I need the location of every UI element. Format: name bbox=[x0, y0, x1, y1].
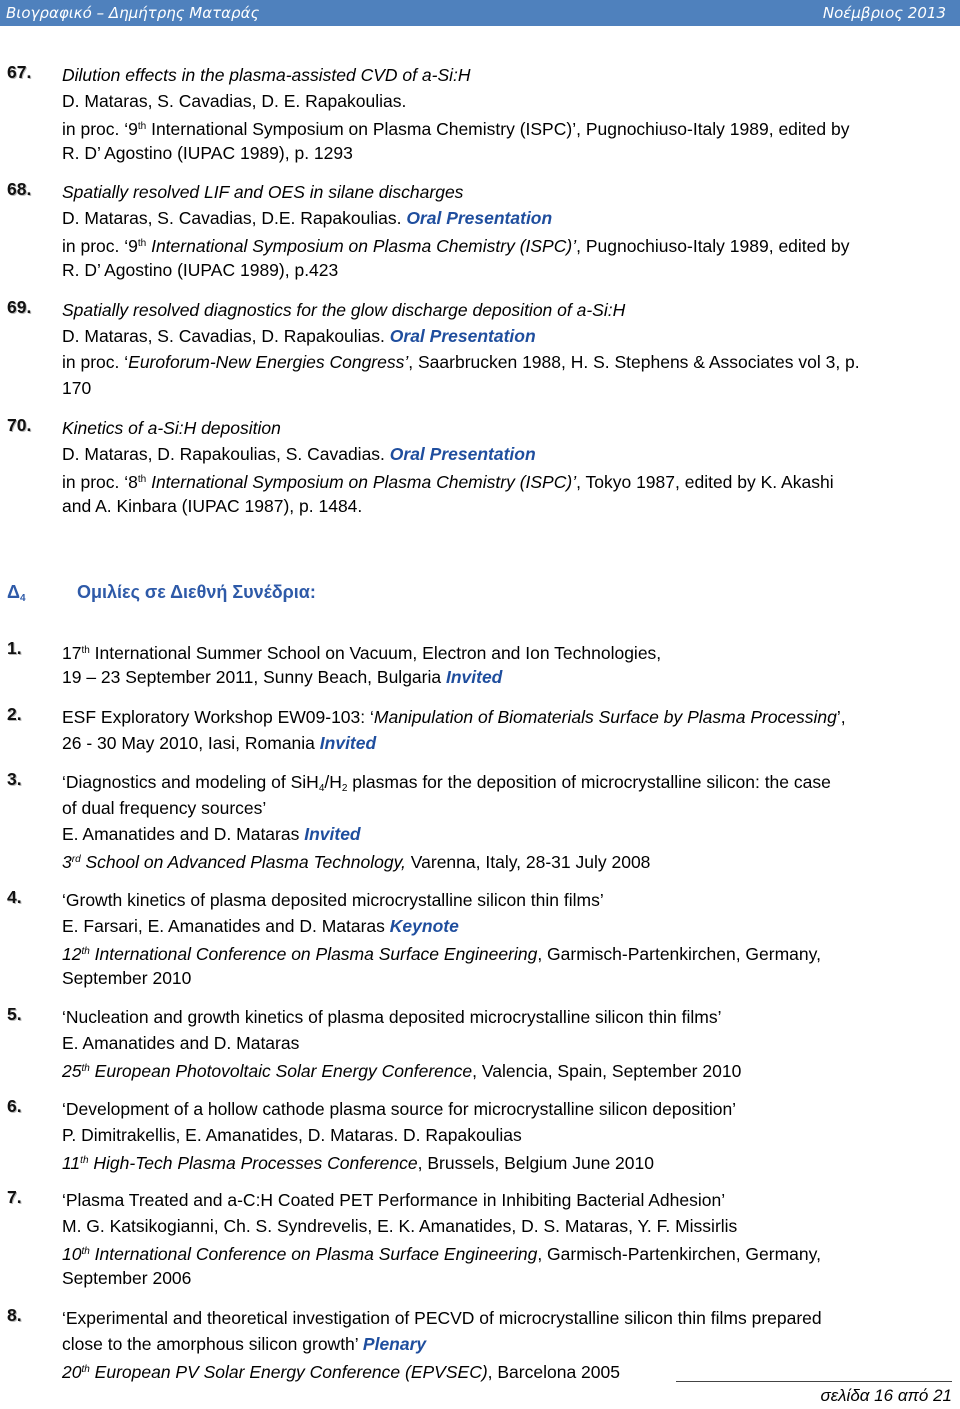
plenary-badge: Plenary bbox=[362, 1334, 427, 1354]
talk-title: 17th International Summer School on Vacuum, Electron and Ion Technologies, bbox=[62, 643, 662, 663]
section-title: Ομιλίες σε Διεθνή Συνέδρια: bbox=[77, 582, 316, 602]
talk-venue: 25th European Photovoltaic Solar Energy Conference, Valencia, Spain, September 2010 bbox=[62, 1061, 742, 1081]
talk-venue: 10th International Conference on Plasma Surface Engineering, Garmisch-Partenkirchen, Germany, bbox=[62, 1244, 821, 1264]
header-date: Νοέμβριος 2013 bbox=[822, 4, 946, 22]
talk-title: ‘Plasma Treated and a-C:H Coated PET Performance in Inhibiting Bacterial Adhesion’ bbox=[62, 1190, 726, 1210]
entry-authors: D. Mataras, S. Cavadias, D. Rapakoulias. Oral Presentation bbox=[62, 326, 536, 346]
entry-authors: D. Mataras, S. Cavadias, D. E. Rapakoulias. bbox=[62, 91, 407, 111]
entry-number: 68. bbox=[7, 179, 32, 199]
entry-number: 1. bbox=[7, 638, 22, 658]
oral-presentation-badge: Oral Presentation bbox=[389, 326, 536, 346]
entry-citation: R. D’ Agostino (IUPAC 1989), p.423 bbox=[62, 260, 339, 280]
invited-badge: Invited bbox=[319, 733, 377, 753]
entry-number: 8. bbox=[7, 1305, 22, 1325]
footer-divider bbox=[676, 1381, 952, 1382]
talk-venue: 12th International Conference on Plasma Surface Engineering, Garmisch-Partenkirchen, Germany, bbox=[62, 944, 821, 964]
entry-proceedings: in proc. ‘Euroforum-New Energies Congress’, Saarbrucken 1988, H. S. Stephens & Associates vol 3, p. bbox=[62, 352, 860, 372]
talk-authors: E. Farsari, E. Amanatides and D. Mataras Keynote bbox=[62, 916, 459, 936]
talk-venue: 3rd School on Advanced Plasma Technology, Varenna, Italy, 28-31 July 2008 bbox=[62, 852, 651, 872]
entry-proceedings: in proc. ‘9th International Symposium on Plasma Chemistry (ISPC)’, Pugnochiuso-Italy 1989, edited by bbox=[62, 236, 850, 256]
talk-title: ‘Nucleation and growth kinetics of plasma deposited microcrystalline silicon thin films’ bbox=[62, 1007, 722, 1027]
entry-number: 69. bbox=[7, 297, 32, 317]
entry-number: 2. bbox=[7, 704, 22, 724]
talk-title: ‘Development of a hollow cathode plasma source for microcrystalline silicon deposition’ bbox=[62, 1099, 737, 1119]
page-header bbox=[0, 0, 960, 26]
entry-title: Spatially resolved diagnostics for the glow discharge deposition of a-Si:H bbox=[62, 300, 626, 320]
entry-number: 67. bbox=[7, 62, 32, 82]
entry-number: 5. bbox=[7, 1004, 22, 1024]
talk-venue: 20th European PV Solar Energy Conference (EPVSEC), Barcelona 2005 bbox=[62, 1362, 620, 1382]
talk-title-cont: close to the amorphous silicon growth’ Plenary bbox=[62, 1334, 427, 1354]
entry-number: 6. bbox=[7, 1096, 22, 1116]
entry-number: 3. bbox=[7, 769, 22, 789]
entry-number: 70. bbox=[7, 415, 32, 435]
entry-proceedings: in proc. ‘8th International Symposium on Plasma Chemistry (ISPC)’, Tokyo 1987, edited by K. Akashi bbox=[62, 472, 834, 492]
talk-authors: E. Amanatides and D. Mataras Invited bbox=[62, 824, 361, 844]
entry-authors: D. Mataras, D. Rapakoulias, S. Cavadias. Oral Presentation bbox=[62, 444, 536, 464]
talk-title: ‘Experimental and theoretical investigation of PECVD of microcrystalline silicon thin films prepared bbox=[62, 1308, 822, 1328]
talk-authors: P. Dimitrakellis, E. Amanatides, D. Mataras. D. Rapakoulias bbox=[62, 1125, 522, 1145]
invited-badge: Invited bbox=[445, 667, 503, 687]
talk-title: ‘Growth kinetics of plasma deposited microcrystalline silicon thin films’ bbox=[62, 890, 604, 910]
invited-badge: Invited bbox=[304, 824, 361, 844]
talk-title: ESF Exploratory Workshop EW09-103: ‘Manipulation of Biomaterials Surface by Plasma Processing’, bbox=[62, 707, 846, 727]
entry-title: Spatially resolved LIF and OES in silane discharges bbox=[62, 182, 464, 202]
page-number: σελίδα 16 από 21 bbox=[820, 1386, 952, 1405]
entry-title: Dilution effects in the plasma-assisted CVD of a-Si:H bbox=[62, 65, 471, 85]
entry-proceedings: in proc. ‘9th International Symposium on Plasma Chemistry (ISPC)’, Pugnochiuso-Italy 1989, edited by bbox=[62, 119, 850, 139]
entry-citation: and A. Kinbara (IUPAC 1987), p. 1484. bbox=[62, 496, 363, 516]
entry-citation: R. D’ Agostino (IUPAC 1989), p. 1293 bbox=[62, 143, 353, 163]
talk-details: 26 - 30 May 2010, Iasi, Romania Invited bbox=[62, 733, 377, 753]
talk-venue-cont: September 2010 bbox=[62, 968, 192, 988]
entry-title: Kinetics of a-Si:H deposition bbox=[62, 418, 281, 438]
oral-presentation-badge: Oral Presentation bbox=[406, 208, 553, 228]
oral-presentation-badge: Oral Presentation bbox=[389, 444, 536, 464]
entry-number: 7. bbox=[7, 1187, 22, 1207]
talk-title: ‘Diagnostics and modeling of $SiH_4/H_2$ plasmas for the deposition of microcrystalline silicon: the case bbox=[62, 772, 831, 794]
talk-venue: 11th High-Tech Plasma Processes Conference, Brussels, Belgium June 2010 bbox=[62, 1153, 654, 1173]
section-code: $\Delta_4$ bbox=[7, 582, 26, 604]
entry-citation: 170 bbox=[62, 378, 92, 398]
keynote-badge: Keynote bbox=[389, 916, 459, 936]
entry-number: 4. bbox=[7, 887, 22, 907]
header-title: Βιογραφικό – Δημήτρης Ματαράς bbox=[6, 4, 260, 22]
entry-authors: D. Mataras, S. Cavadias, D.E. Rapakoulias. Oral Presentation bbox=[62, 208, 553, 228]
talk-authors: M. G. Katsikogianni, Ch. S. Syndrevelis, E. K. Amanatides, D. S. Mataras, Y. F. Missirlis bbox=[62, 1216, 738, 1236]
talk-authors: E. Amanatides and D. Mataras bbox=[62, 1033, 300, 1053]
talk-title-cont: of dual frequency sources’ bbox=[62, 798, 267, 818]
talk-details: 19 – 23 September 2011, Sunny Beach, Bulgaria Invited bbox=[62, 667, 503, 687]
talk-venue-cont: September 2006 bbox=[62, 1268, 192, 1288]
